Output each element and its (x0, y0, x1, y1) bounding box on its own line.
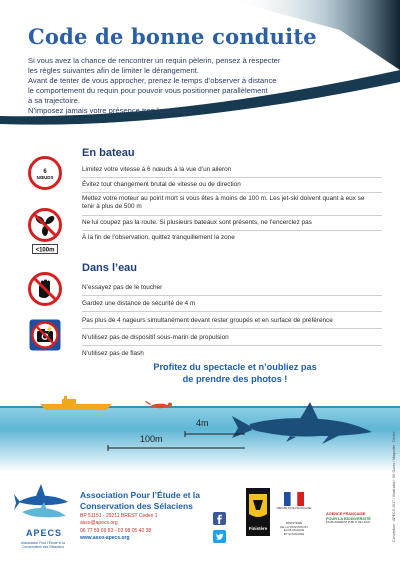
footer-phones: 06 77 59 69 83 - 02 98 05 40 38 (80, 527, 152, 534)
org-name-line: Association Pour l’Étude et la (80, 490, 200, 500)
divider (82, 311, 382, 312)
no-propeller-sign-icon (28, 208, 62, 242)
sea-scene-illustration (0, 392, 400, 472)
footer-address: BP 51151 - 29211 BREST Cedex 1 (80, 513, 158, 519)
apecs-tagline: Association Pour l’Étude et la Conservation des Sélaciens (20, 541, 66, 550)
intro-line: à sa trajectoire. (28, 96, 80, 106)
footer-contact (80, 513, 157, 542)
intro-line: les règles suivantes afin de limiter le dérangement. (28, 66, 199, 76)
afb-line: AGENCE FRANÇAISE (326, 512, 366, 516)
distance-sign (32, 244, 58, 254)
divider (82, 177, 382, 178)
afb-line: ÉTABLISSEMENT PUBLIC DE L’ÉTAT (326, 521, 371, 525)
water-rule-4: N’utilisez pas de dispositif sous-marin de propulsion (82, 334, 229, 341)
intro-line: N’imposez jamais votre présence trop longtemps. (28, 106, 195, 116)
ministry-line: DE LA TRANSITION (280, 524, 308, 529)
slogan (100, 362, 370, 385)
no-touch-sign-icon (28, 272, 62, 306)
section-title-water: Dans l’eau (82, 262, 138, 274)
apecs-logo-icon (14, 478, 72, 528)
divider (82, 192, 382, 193)
slogan-line: de prendre des photos ! (182, 373, 288, 384)
divider (82, 230, 382, 231)
finistere-logo-text: Finistère (248, 526, 268, 531)
section-title-boat: En bateau (82, 147, 135, 159)
footer-org-name (80, 490, 200, 511)
ministry-line: ÉCOLOGIQUE (283, 528, 305, 533)
twitter-icon[interactable] (213, 530, 226, 543)
slogan-line: Profitez du spectacle et n’oubliez pas (153, 362, 317, 372)
boat-rule-4: Ne lui coupez pas la route. Si plusieurs bateaux sont présents, ne l’encerclez pas (82, 219, 312, 226)
boat-rule-1: Limitez votre vitesse à 6 nœuds à la vue d’un aileron (82, 166, 232, 173)
intro-line: Avant de tenter de vous approcher, prenez le temps d’observer à distance (28, 76, 277, 86)
divider (82, 328, 382, 329)
water-rule-3: Pas plus de 4 nageurs simultanément devant rester groupés et en surface de préférence (82, 317, 333, 324)
speed-sign-unit: NŒUDS (36, 175, 54, 180)
ministry-line: ET SOLIDAIRE (283, 531, 305, 536)
facebook-icon[interactable] (213, 512, 226, 525)
intro-line: Si vous avez la chance de rencontrer un requin pèlerin, pensez à respecter (28, 56, 281, 65)
swimmer-distance-label: 4m (196, 418, 209, 428)
page-title: Code de bonne conduite (28, 24, 317, 49)
ministry-line: MINISTÈRE (285, 521, 303, 525)
boat-icon (40, 396, 112, 410)
footer-email[interactable]: asso@apecs.org (80, 520, 118, 527)
ministry-name (276, 522, 312, 536)
divider (82, 215, 382, 216)
afb-line: POUR LA BIODIVERSITÉ (326, 516, 371, 521)
speed-sign-number: 6 (43, 169, 47, 175)
divider (82, 295, 382, 296)
speed-limit-sign-icon (28, 156, 62, 190)
distance-sign-label: <100m (35, 247, 55, 254)
afb-logo (326, 512, 380, 524)
water-rule-1: N’essayez pas de le toucher (82, 284, 163, 291)
footer-website-link[interactable]: www.asso-apecs.org (80, 534, 130, 541)
divider (82, 345, 382, 346)
apecs-logo-text: APECS (25, 528, 62, 538)
boat-distance-label: 100m (140, 434, 163, 444)
water-rule-5: N’utilisez pas de flash (82, 350, 144, 357)
intro-line: le comportement du requin pour pouvoir vous positionner parallèlement (28, 86, 268, 96)
water-rule-2: Gardez une distance de sécurité de 4 m (82, 300, 196, 307)
french-republic-flag-icon (284, 492, 304, 506)
intro-text (28, 56, 348, 116)
boat-rule-5: À la fin de l’observation, quittez tranquillement la zone (82, 234, 235, 241)
org-name-line: Conservation des Sélaciens (80, 500, 193, 511)
no-flash-sign-icon (28, 318, 62, 352)
boat-rule-3: Mettez votre moteur au point mort si vous êtes à moins de 100 m. Les jet-ski doivent quant à eux se tenir à plus de 500 m (82, 195, 365, 211)
republic-label: RÉPUBLIQUE FRANÇAISE (276, 506, 312, 510)
boat-rule-2: Évitez tout changement brutal de vitesse ou de direction (82, 181, 241, 188)
design-credit: Conception : APECS 2017 / Illustration : M. Guieu / Maquette : Dédée (392, 431, 396, 542)
